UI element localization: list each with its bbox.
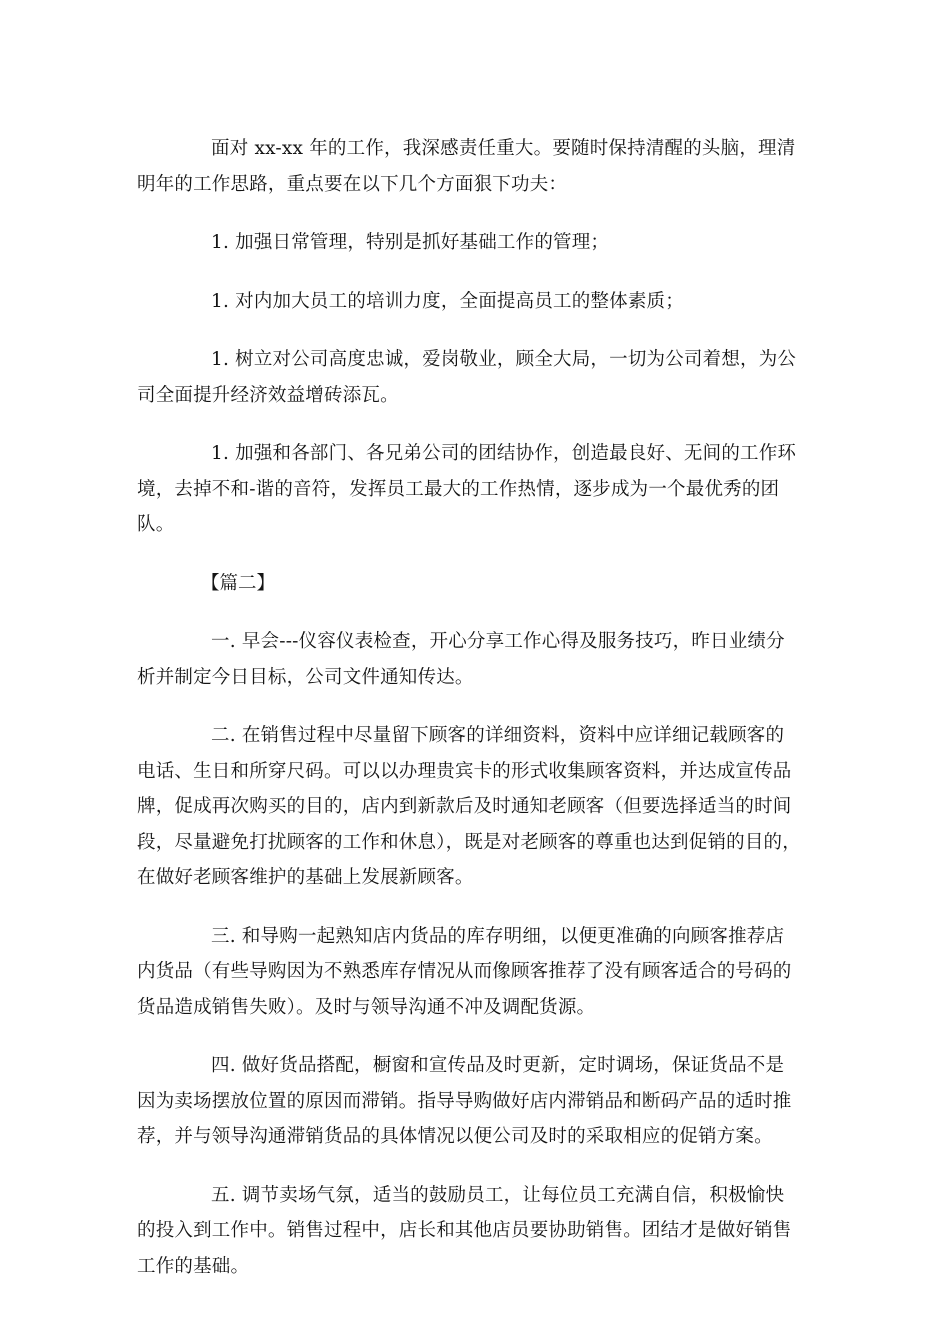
paragraph-line: 三. 和导购一起熟知店内货品的库存明细，以便更准确的向顾客推荐店 (211, 925, 785, 947)
paragraph-line: 面对 xx-xx 年的工作，我深感责任重大。要随时保持清醒的头脑，理清 (211, 138, 796, 159)
paragraph-line: 析并制定今日目标，公司文件通知传达。 (137, 666, 474, 688)
paragraph-point-3 (137, 342, 817, 413)
paragraph-line: 在做好老顾客维护的基础上发展新顾客。 (137, 867, 474, 888)
paragraph-line: 荐，并与领导沟通滞销货品的具体情况以便公司及时的采取相应的促销方案。 (137, 1126, 773, 1147)
paragraph-line: 二. 在销售过程中尽量留下顾客的详细资料，资料中应详细记载顾客的 (211, 725, 785, 746)
paragraph-line: 因为卖场摆放位置的原因而滞销。指导导购做好店内滞销品和断码产品的适时推 (137, 1090, 792, 1112)
paragraph-line: 牌，促成再次购买的目的，店内到新款后及时通知老顾客（但要选择适当的时间 (137, 796, 792, 817)
paragraph-item-1 (137, 624, 817, 695)
paragraph-intro (137, 131, 817, 202)
paragraph-line: 1. 加强和各部门、各兄弟公司的团结协作，创造最良好、无间的工作环 (211, 443, 797, 464)
paragraph-point-4 (137, 436, 817, 543)
paragraph-item-2 (137, 718, 817, 896)
paragraph-line: 1. 对内加大员工的培训力度，全面提高员工的整体素质； (211, 290, 684, 312)
paragraph-line: 五. 调节卖场气氛，适当的鼓励员工，让每位员工充满自信，积极愉快 (211, 1184, 785, 1206)
paragraph-line: 电话、生日和所穿尺码。可以以办理贵宾卡的形式收集顾客资料，并达成宣传品 (137, 760, 792, 782)
paragraph-line: 的投入到工作中。销售过程中，店长和其他店员要协助销售。团结才是做好销售 (137, 1220, 792, 1241)
paragraph-line: 货品造成销售失败）。及时与领导沟通不冲及调配货源。 (137, 996, 596, 1018)
paragraph-point-1 (137, 225, 817, 261)
paragraph-line: 工作的基础。 (137, 1255, 250, 1277)
paragraph-line: 一. 早会---仪容仪表检查，开心分享工作心得及服务技巧，昨日业绩分 (211, 631, 785, 652)
paragraph-line: 境，去掉不和-谐的音符，发挥员工最大的工作热情，逐步成为一个最优秀的团 (137, 478, 780, 500)
paragraph-item-3 (137, 919, 817, 1026)
section-heading: 【篇二】 (201, 572, 276, 594)
paragraph-line: 1. 加强日常管理，特别是抓好基础工作的管理； (211, 232, 610, 253)
document-body (137, 131, 817, 1307)
paragraph-line: 司全面提升经济效益增砖添瓦。 (137, 384, 399, 406)
paragraph-line: 四. 做好货品搭配，橱窗和宣传品及时更新，定时调场，保证货品不是 (211, 1055, 785, 1076)
paragraph-line: 内货品（有些导购因为不熟悉库存情况从而像顾客推荐了没有顾客适合的号码的 (137, 961, 792, 982)
paragraph-line: 1. 树立对公司高度忠诚，爱岗敬业，顾全大局，一切为公司着想，为公 (211, 349, 797, 370)
paragraph-line: 段，尽量避免打扰顾客的工作和休息），既是对老顾客的尊重也达到促销的目的， (137, 831, 801, 853)
paragraph-point-2 (137, 284, 817, 320)
paragraph-item-5 (137, 1178, 817, 1285)
paragraph-line: 队。 (137, 514, 175, 535)
paragraph-line: 明年的工作思路，重点要在以下几个方面狠下功夫： (137, 173, 568, 195)
paragraph-item-4 (137, 1048, 817, 1155)
